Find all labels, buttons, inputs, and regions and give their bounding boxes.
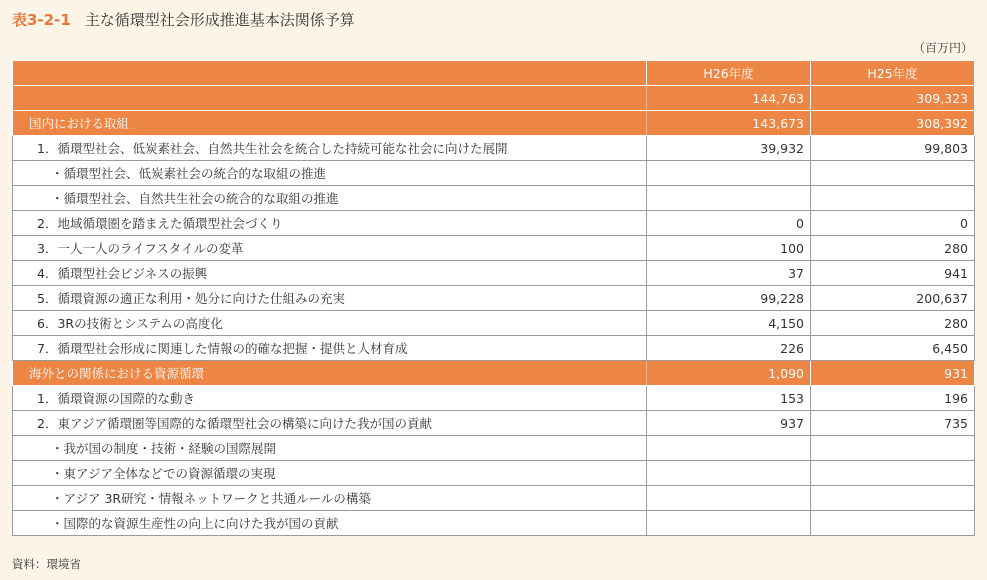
row-h26-value: 153	[647, 386, 811, 411]
row-h25-value: 196	[811, 386, 975, 411]
source-note: 資料：環境省	[12, 557, 81, 571]
row-h25-value: 931	[811, 361, 975, 386]
section-row	[13, 111, 975, 136]
row-h26-value	[647, 511, 811, 536]
header-h26: H26年度	[647, 61, 811, 86]
row-label: 5．循環資源の適正な利用・処分に向けた仕組みの充実	[13, 286, 647, 311]
total-label	[13, 86, 647, 111]
row-h25-value	[811, 461, 975, 486]
item-row	[13, 236, 975, 261]
subitem-row	[13, 186, 975, 211]
row-label: 海外との関係における資源循環	[13, 361, 647, 386]
row-label: 国内における取組	[13, 111, 647, 136]
row-h25-value	[811, 186, 975, 211]
row-h26-value: 99,228	[647, 286, 811, 311]
section-row	[13, 361, 975, 386]
row-label: 2．東アジア循環圏等国際的な循環型社会の構築に向けた我が国の貢献	[13, 411, 647, 436]
item-row	[13, 136, 975, 161]
row-h26-value: 100	[647, 236, 811, 261]
row-label: ・循環型社会、低炭素社会の統合的な取組の推進	[13, 161, 647, 186]
total-h25: 309,323	[811, 86, 975, 111]
total-row	[13, 86, 975, 111]
header-h25: H25年度	[811, 61, 975, 86]
table-number: 表3-2-1	[12, 11, 71, 29]
item-row	[13, 211, 975, 236]
item-row	[13, 286, 975, 311]
row-h25-value	[811, 486, 975, 511]
item-row	[13, 386, 975, 411]
unit-label: （百万円）	[912, 41, 973, 55]
row-label: 1．循環型社会、低炭素社会、自然共生社会を統合した持続可能な社会に向けた展開	[13, 136, 647, 161]
row-h26-value: 4,150	[647, 311, 811, 336]
row-label: 6．3Rの技術とシステムの高度化	[13, 311, 647, 336]
total-h26: 144,763	[647, 86, 811, 111]
row-h25-value: 308,392	[811, 111, 975, 136]
row-h26-value	[647, 486, 811, 511]
row-h26-value: 937	[647, 411, 811, 436]
row-h25-value: 280	[811, 311, 975, 336]
row-h26-value	[647, 161, 811, 186]
budget-table	[12, 60, 975, 536]
table-caption	[12, 10, 355, 30]
row-h25-value: 200,637	[811, 286, 975, 311]
row-h26-value: 1,090	[647, 361, 811, 386]
row-label: 2．地域循環圏を踏まえた循環型社会づくり	[13, 211, 647, 236]
row-h25-value	[811, 511, 975, 536]
table-title: 主な循環型社会形成推進基本法関係予算	[84, 11, 355, 29]
row-h26-value	[647, 436, 811, 461]
subitem-row	[13, 486, 975, 511]
row-h25-value: 6,450	[811, 336, 975, 361]
row-h26-value: 0	[647, 211, 811, 236]
row-h26-value	[647, 461, 811, 486]
item-row	[13, 311, 975, 336]
row-h26-value	[647, 186, 811, 211]
row-h26-value: 39,932	[647, 136, 811, 161]
item-row	[13, 411, 975, 436]
row-h25-value: 735	[811, 411, 975, 436]
row-label: 3．一人一人のライフスタイルの変革	[13, 236, 647, 261]
row-h26-value: 37	[647, 261, 811, 286]
row-label: ・アジア 3R研究・情報ネットワークと共通ルールの構築	[13, 486, 647, 511]
row-label: ・我が国の制度・技術・経験の国際展開	[13, 436, 647, 461]
subitem-row	[13, 436, 975, 461]
header-blank-cell	[13, 61, 647, 86]
subitem-row	[13, 161, 975, 186]
row-label: 1．循環資源の国際的な動き	[13, 386, 647, 411]
row-h25-value	[811, 161, 975, 186]
row-h25-value: 280	[811, 236, 975, 261]
header-row	[13, 61, 975, 86]
row-label: ・循環型社会、自然共生社会の統合的な取組の推進	[13, 186, 647, 211]
row-label: ・国際的な資源生産性の向上に向けた我が国の貢献	[13, 511, 647, 536]
row-h25-value	[811, 436, 975, 461]
item-row	[13, 336, 975, 361]
row-h26-value: 143,673	[647, 111, 811, 136]
row-label: 4．循環型社会ビジネスの振興	[13, 261, 647, 286]
subitem-row	[13, 461, 975, 486]
subitem-row	[13, 511, 975, 536]
row-h25-value: 99,803	[811, 136, 975, 161]
item-row	[13, 261, 975, 286]
row-label: ・東アジア全体などでの資源循環の実現	[13, 461, 647, 486]
row-h26-value: 226	[647, 336, 811, 361]
row-h25-value: 0	[811, 211, 975, 236]
row-label: 7．循環型社会形成に関連した情報の的確な把握・提供と人材育成	[13, 336, 647, 361]
row-h25-value: 941	[811, 261, 975, 286]
